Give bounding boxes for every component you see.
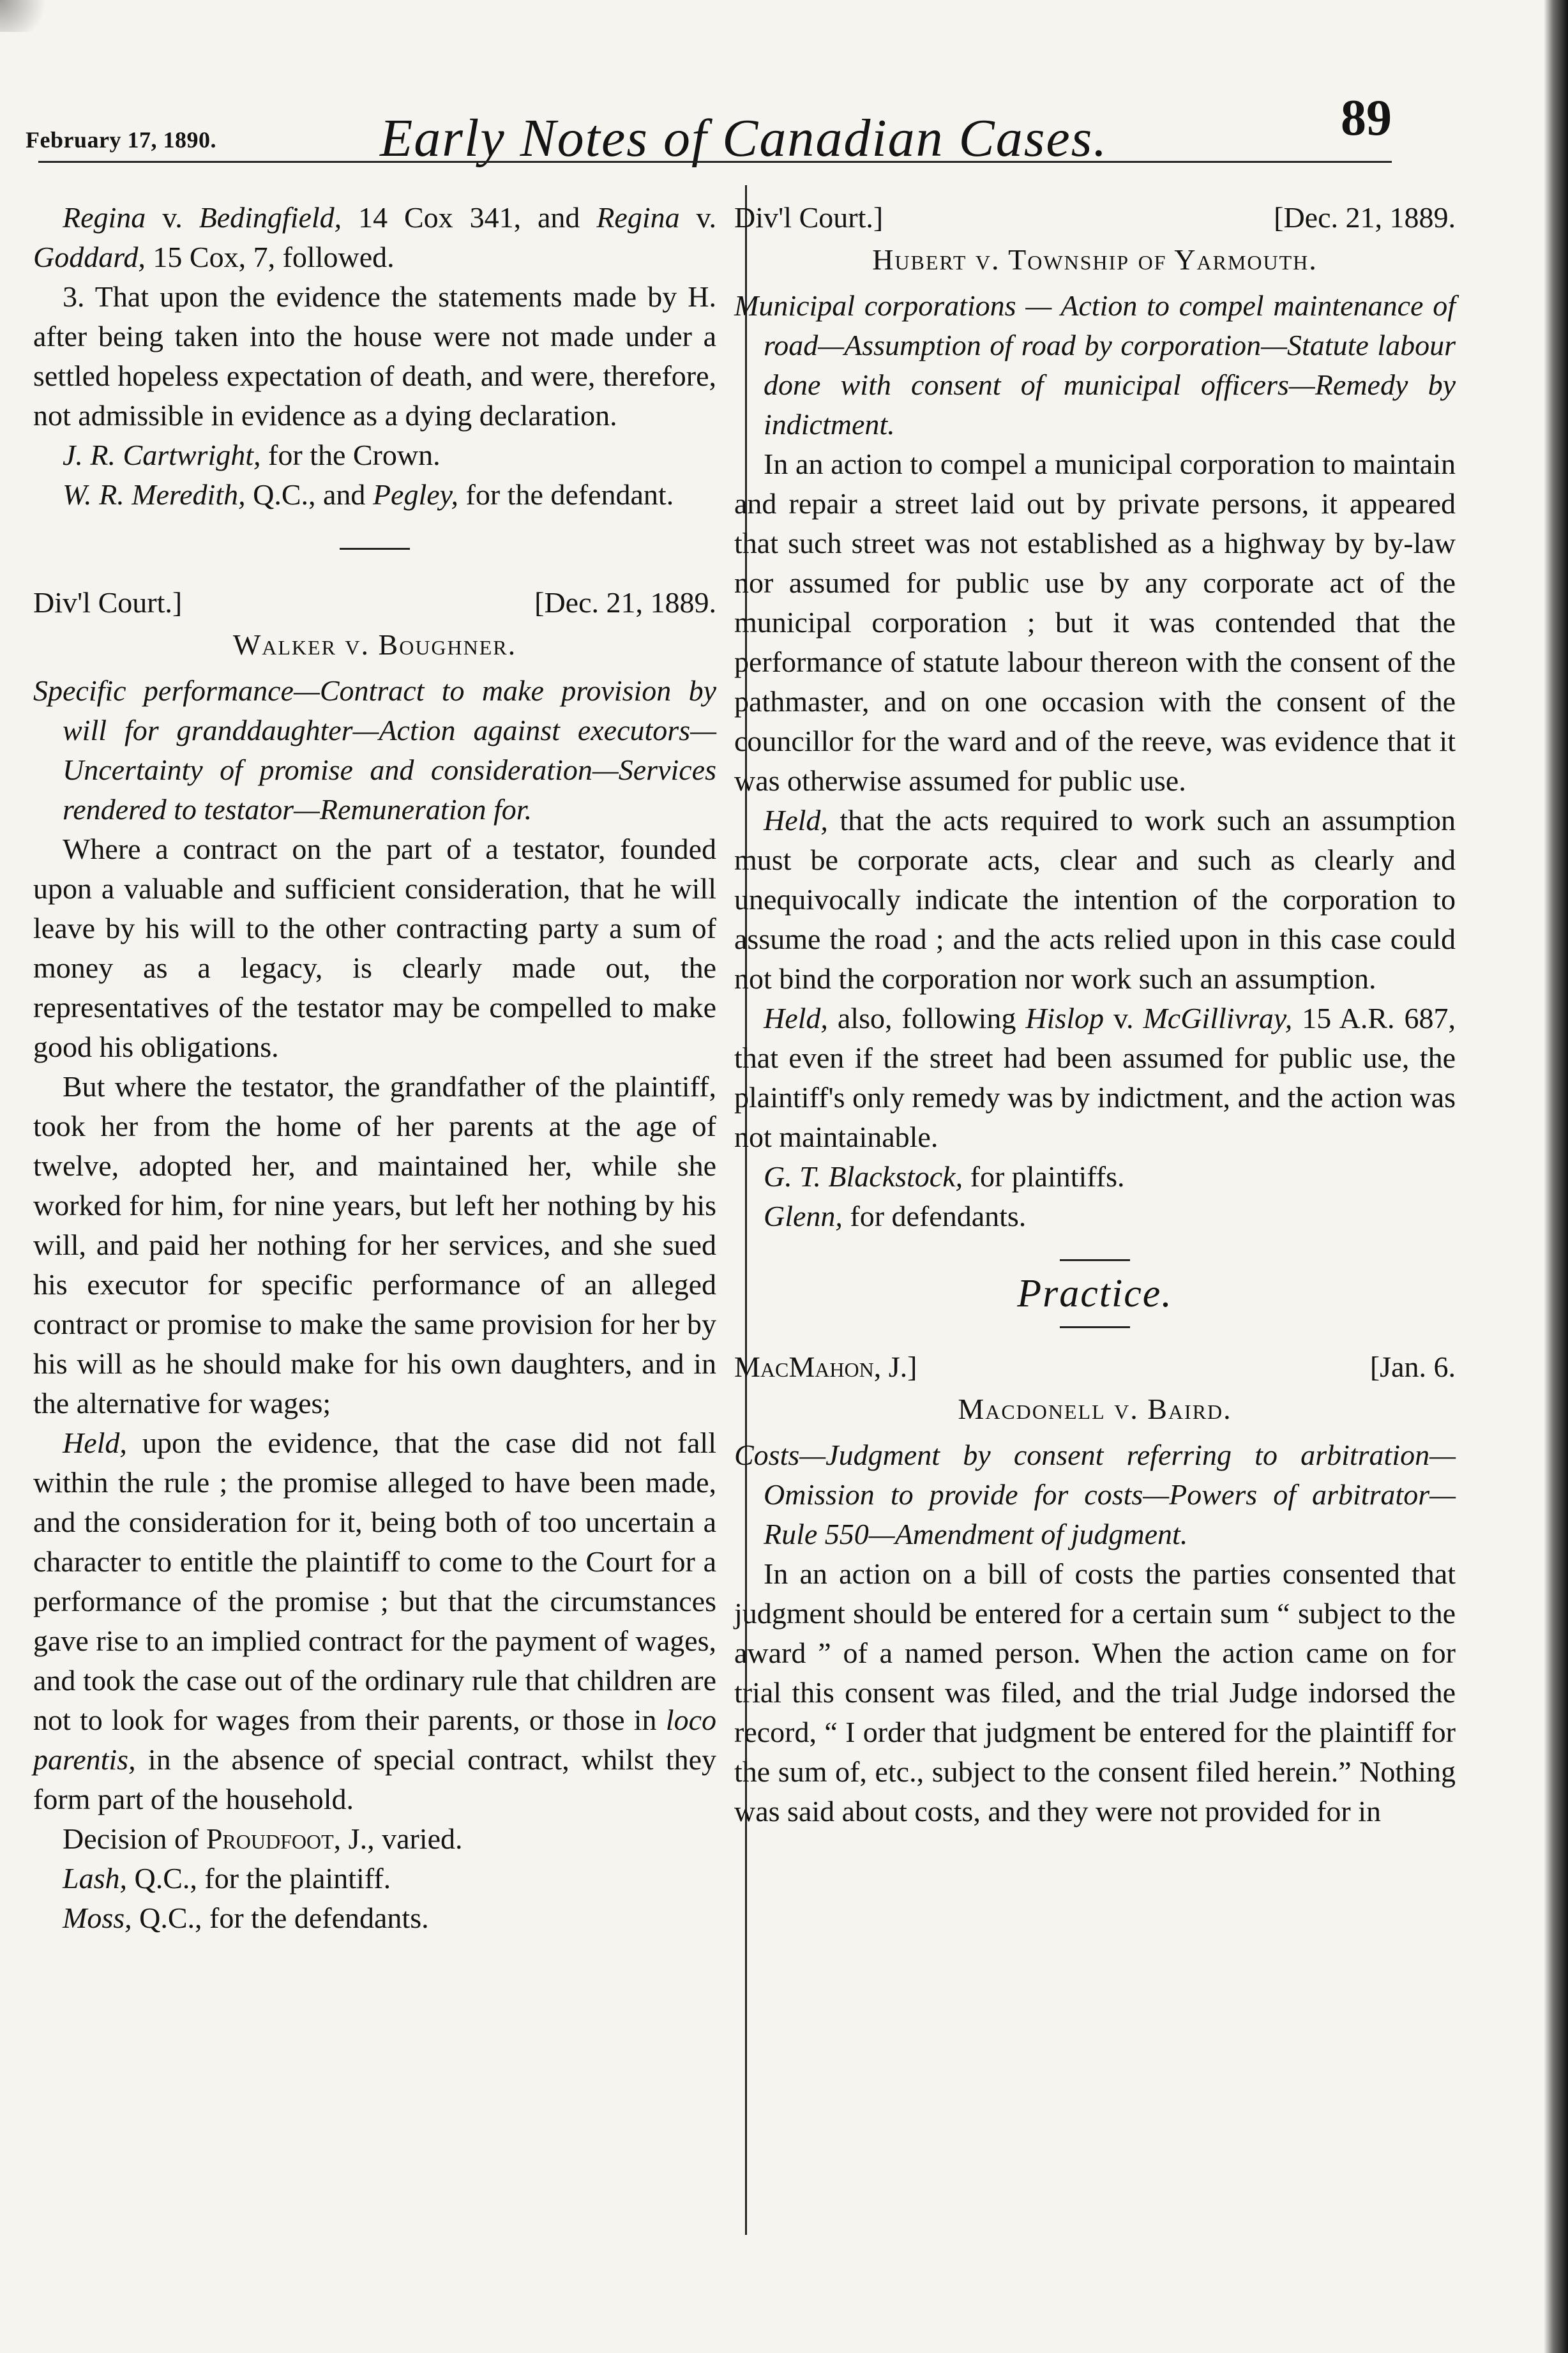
scan-corner-mark xyxy=(0,0,57,32)
italic-text: Goddard, xyxy=(33,241,146,273)
italic-text: Hislop xyxy=(1025,1002,1104,1034)
italic-text: J. R. Cartwright, xyxy=(63,439,261,471)
text-run: that the acts required to work such an assumption must be corporate acts, clear and such as clearly and unequivocally indicate the intention of the corporation to assume the road ; and the acts relied upon in this case could not bind the corporation nor work such an assumption. xyxy=(734,804,1456,995)
text-run: for the defendant. xyxy=(458,478,674,511)
section-heading: Practice. xyxy=(1017,1272,1173,1315)
case-title: Macdonell v. Baird. xyxy=(958,1393,1232,1425)
scan-binding-edge xyxy=(1544,0,1568,2353)
italic-text: Bedingfield, xyxy=(199,201,342,234)
case-paragraph: Where a contract on the part of a testator, founded upon a valuable and sufficient consideration, that he will leave by his will to the other contracting party a sum of money as a legacy, is clearly made out, the representatives of the testator may be compelled to make good his obligations. xyxy=(33,833,716,1063)
text-run: 15 A.R. 687, that even if the street had been assumed for public use, the plaintiff's only remedy was by indictment, and the action was not maintainable. xyxy=(734,1002,1456,1153)
text-run: 14 Cox 341, and xyxy=(342,201,597,234)
continued-holding: 3. That upon the evidence the statements made by H. after being taken into the house were not made under a settled hopeless expectation of death, and were, therefore, not admissible in evidence as a dying declaration. xyxy=(33,280,716,432)
plaintiff-counsel xyxy=(734,1157,1456,1197)
text-run: for the Crown. xyxy=(260,439,441,471)
italic-text: Held, xyxy=(63,1426,127,1459)
right-column xyxy=(734,198,1456,1831)
italic-text: McGillivray, xyxy=(1143,1002,1293,1034)
case-title: Walker v. Boughner. xyxy=(232,628,517,661)
text-run: for defendants. xyxy=(842,1200,1027,1232)
issue-date: February 17, 1890. xyxy=(26,127,216,153)
text-run: Q.C., and xyxy=(245,478,373,511)
text-run: v. xyxy=(146,201,199,234)
small-caps-name: Proudfoot xyxy=(206,1822,334,1855)
running-title: Early Notes of Canadian Cases. xyxy=(380,109,1108,168)
italic-text: Regina xyxy=(63,201,146,234)
case-holding xyxy=(734,999,1456,1157)
text-run: , J., varied. xyxy=(333,1822,463,1855)
small-caps-name: MacMahon xyxy=(734,1351,874,1383)
text-run: upon the evidence, that the case did not fall within the rule ; the promise alleged to have been made, and the consideration for it, being both of too uncertain a character to entitle the plaintiff to come to the Court for a performance of the promise ; but that the circumstances gave rise to an implied contract for the payment of wages, and took the case out of the ordinary rule that children are not to look for wages from their parents, or those in xyxy=(33,1426,716,1736)
italic-text: loco parentis, xyxy=(33,1704,716,1776)
text-run: also, following xyxy=(827,1002,1026,1034)
text-run: Q.C., for the plaintiff. xyxy=(126,1862,391,1895)
page-header xyxy=(26,77,1430,172)
defendant-counsel xyxy=(734,1197,1456,1236)
italic-text: Glenn, xyxy=(764,1200,843,1232)
court-name: Div'l Court.] xyxy=(33,586,183,619)
text-run: 15 Cox, 7, followed. xyxy=(145,241,395,273)
defendant-counsel xyxy=(33,1898,716,1938)
text-run: v. xyxy=(1104,1002,1143,1034)
italic-text: Lash, xyxy=(63,1862,127,1895)
case-title: Hubert v. Township of Yarmouth. xyxy=(872,243,1318,276)
text-run: , J.] xyxy=(873,1351,917,1383)
case-paragraph: But where the testator, the grandfather of the plaintiff, took her from the home of her parents at the age of twelve, adopted her, and maintained her, while she worked for him, for nine years, but left her nothing by his will, and paid her nothing for her services, and she sued his executor for specific performance of an alleged contract or promise to make the same provision for her by his will as he should make for his own daughters, and in the alternative for wages; xyxy=(33,1070,716,1419)
header-rule xyxy=(38,161,1392,163)
decision-date: [Jan. 6. xyxy=(1369,1351,1456,1383)
case-paragraph: In an action on a bill of costs the parties consented that judgment should be entered for a certain sum “ subject to the award ” of a named person. When the action came on for trial this consent was filed, and the trial Judge indorsed the record, “ I order that judgment be entered for the plaintiff for the sum of, etc., subject to the consent filed herein.” Nothing was said about costs, and they were not provided for in xyxy=(734,1557,1456,1827)
text-run: Decision of xyxy=(63,1822,206,1855)
case-court-line xyxy=(33,583,716,623)
court-name xyxy=(734,1347,917,1387)
decision-note xyxy=(33,1819,716,1859)
case-court-line xyxy=(734,1347,1456,1387)
text-run: in the absence of special contract, whilst they form part of the household. xyxy=(33,1743,716,1815)
case-headnote: Specific performance—Contract to make provision by will for granddaughter—Action against executors—Uncertainty of promise and consideration—Services rendered to testator—Remuneration for. xyxy=(33,674,716,826)
italic-text: Moss, xyxy=(63,1902,132,1934)
crown-counsel xyxy=(33,435,716,475)
text-run: for plaintiffs. xyxy=(963,1160,1125,1193)
defence-counsel xyxy=(33,475,716,515)
italic-text: W. R. Meredith, xyxy=(63,478,246,511)
case-court-line xyxy=(734,198,1456,238)
case-paragraph: In an action to compel a municipal corporation to maintain and repair a street laid out by private persons, it appeared that such street was not established as a highway by by-law nor assumed for public use by any corporate act of the municipal corporation ; but it was contended that the performance of statute labour thereon with the consent of the pathmaster, and on one occasion with the consent of the councillor for the ward and of the reeve, was evidence that it was otherwise assumed for public use. xyxy=(734,448,1456,797)
plaintiff-counsel xyxy=(33,1859,716,1898)
decision-date: [Dec. 21, 1889. xyxy=(534,586,716,619)
decision-date: [Dec. 21, 1889. xyxy=(1274,201,1456,234)
case-holding xyxy=(33,1423,716,1819)
italic-text: Regina xyxy=(596,201,680,234)
left-column xyxy=(33,198,716,1938)
continued-citation xyxy=(33,198,716,277)
text-run: Q.C., for the defendants. xyxy=(132,1902,429,1934)
italic-text: Pegley, xyxy=(372,478,459,511)
page-number: 89 xyxy=(1341,90,1392,146)
italic-text: G. T. Blackstock, xyxy=(764,1160,963,1193)
case-holding xyxy=(734,801,1456,999)
court-name: Div'l Court.] xyxy=(734,201,884,234)
section-rule-bottom xyxy=(1060,1326,1130,1328)
italic-text: Held, xyxy=(764,1002,828,1034)
case-separator xyxy=(340,548,410,550)
case-headnote: Costs—Judgment by consent referring to arbitration—Omission to provide for costs—Powers of arbitrator—Rule 550—Amendment of judgment. xyxy=(734,1439,1456,1550)
italic-text: Held, xyxy=(764,804,828,836)
section-rule-top xyxy=(1060,1259,1130,1261)
case-headnote: Municipal corporations — Action to compel maintenance of road—Assumption of road by corporation—Statute labour done with consent of municipal officers—Remedy by indictment. xyxy=(734,289,1456,441)
text-run: v. xyxy=(679,201,717,234)
